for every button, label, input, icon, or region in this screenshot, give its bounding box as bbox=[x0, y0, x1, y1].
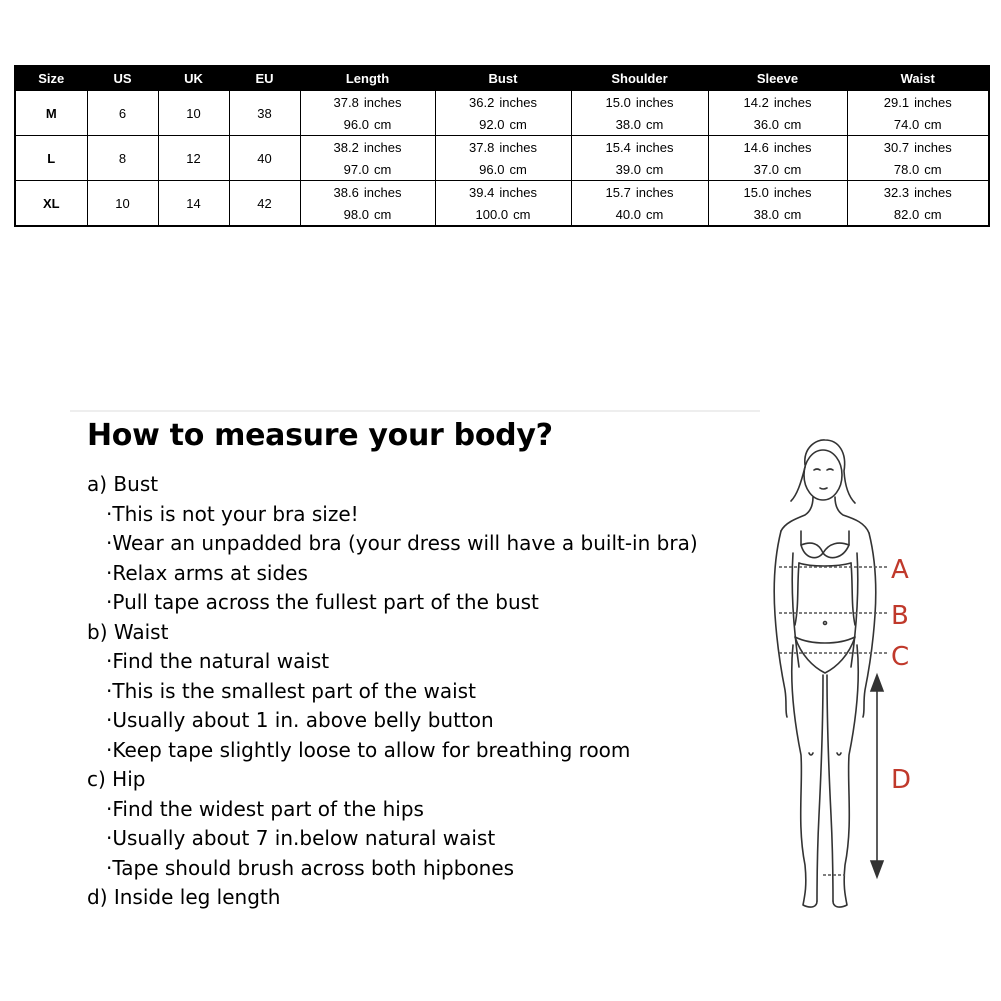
unit-cm: cm bbox=[924, 206, 942, 222]
waist-inches-cell bbox=[847, 181, 989, 204]
unit-cm: cm bbox=[783, 161, 802, 177]
measure-section-heading: d) Inside leg length bbox=[87, 885, 281, 909]
header-bust: Bust bbox=[435, 66, 571, 91]
sleeve-cm-value: 36.0 bbox=[753, 116, 779, 132]
length-cm-value: 97.0 bbox=[343, 161, 369, 177]
measure-section-heading: b) Waist bbox=[87, 619, 169, 644]
unit-cm: cm bbox=[924, 116, 942, 132]
eu-size-cell: 42 bbox=[229, 181, 300, 227]
sleeve-inches-cell bbox=[708, 181, 847, 204]
measure-tip: ·Tape should brush across both hipbones bbox=[106, 855, 515, 880]
table-row bbox=[15, 181, 989, 204]
length-inches-cell bbox=[300, 91, 435, 114]
header-waist: Waist bbox=[847, 66, 989, 91]
size-cell: L bbox=[15, 136, 87, 181]
unit-cm: cm bbox=[373, 116, 392, 132]
waist-cm-value: 82.0 bbox=[893, 206, 920, 222]
sleeve-cm-cell bbox=[708, 113, 847, 136]
waist-cm-cell bbox=[847, 158, 989, 181]
size-cell: XL bbox=[15, 181, 87, 227]
uk-size-cell: 10 bbox=[158, 91, 229, 136]
shoulder-inches-cell bbox=[571, 181, 708, 204]
measure-section-heading: c) Hip bbox=[87, 767, 146, 791]
waist-inches-value: 32.3 bbox=[883, 184, 910, 200]
header-length: Length bbox=[300, 66, 435, 91]
sleeve-inches-value: 15.0 bbox=[743, 184, 769, 200]
sleeve-inches-cell bbox=[708, 91, 847, 114]
shoulder-cm-value: 40.0 bbox=[615, 206, 641, 222]
waist-cm-cell bbox=[847, 203, 989, 226]
unit-inches: inches bbox=[499, 139, 537, 155]
waist-cm-value: 74.0 bbox=[893, 116, 920, 132]
unit-inches: inches bbox=[635, 139, 674, 155]
unit-inches: inches bbox=[499, 184, 537, 200]
header-uk: UK bbox=[158, 66, 229, 91]
unit-inches: inches bbox=[363, 184, 402, 200]
shoulder-cm-cell bbox=[571, 203, 708, 226]
waist-inches-cell bbox=[847, 136, 989, 159]
shoulder-cm-value: 38.0 bbox=[615, 116, 641, 132]
measure-tip: ·Find the widest part of the hips bbox=[106, 796, 424, 821]
size-cell: M bbox=[15, 91, 87, 136]
table-row bbox=[15, 136, 989, 159]
unit-cm: cm bbox=[645, 206, 664, 222]
unit-inches: inches bbox=[635, 94, 674, 110]
waist-inches-cell bbox=[847, 91, 989, 114]
sleeve-cm-value: 37.0 bbox=[753, 161, 779, 177]
header-shoulder: Shoulder bbox=[571, 66, 708, 91]
length-inches-cell bbox=[300, 136, 435, 159]
waist-inches-value: 29.1 bbox=[883, 94, 910, 110]
length-cm-cell bbox=[300, 203, 435, 226]
shoulder-inches-cell bbox=[571, 91, 708, 114]
waist-inches-value: 30.7 bbox=[883, 139, 910, 155]
unit-inches: inches bbox=[773, 139, 812, 155]
length-inches-cell bbox=[300, 181, 435, 204]
measure-tip: ·This is the smallest part of the waist bbox=[106, 678, 476, 703]
length-cm-value: 96.0 bbox=[343, 116, 369, 132]
size-chart-table bbox=[14, 65, 990, 227]
measure-tip: ·Keep tape slightly loose to allow for breathing room bbox=[106, 737, 631, 762]
measure-tip: ·Pull tape across the fullest part of the bust bbox=[106, 590, 539, 614]
bust-inches-cell bbox=[435, 136, 571, 159]
sleeve-inches-value: 14.6 bbox=[743, 139, 769, 155]
bust-cm-cell bbox=[435, 158, 571, 181]
length-cm-value: 98.0 bbox=[343, 206, 369, 222]
unit-cm: cm bbox=[509, 116, 527, 132]
unit-inches: inches bbox=[773, 184, 812, 200]
unit-cm: cm bbox=[645, 116, 664, 132]
bust-inches-value: 37.8 bbox=[469, 139, 495, 155]
waist-cm-cell bbox=[847, 113, 989, 136]
bust-cm-value: 96.0 bbox=[479, 161, 505, 177]
measure-tip: ·Relax arms at sides bbox=[106, 560, 308, 585]
guide-title: How to measure your body? bbox=[87, 418, 553, 453]
sleeve-inches-value: 14.2 bbox=[743, 94, 769, 110]
shoulder-cm-cell bbox=[571, 158, 708, 181]
bust-inches-cell bbox=[435, 91, 571, 114]
unit-cm: cm bbox=[924, 161, 942, 177]
uk-size-cell: 12 bbox=[158, 136, 229, 181]
unit-cm: cm bbox=[373, 161, 392, 177]
length-cm-cell bbox=[300, 158, 435, 181]
size-chart-header-row bbox=[15, 66, 989, 91]
unit-inches: inches bbox=[914, 184, 952, 200]
measure-instructions bbox=[87, 470, 698, 913]
measure-tip: ·Find the natural waist bbox=[106, 649, 330, 673]
unit-cm: cm bbox=[645, 161, 664, 177]
figure-label-c: C bbox=[891, 642, 910, 672]
eu-size-cell: 38 bbox=[229, 91, 300, 136]
header-us: US bbox=[87, 66, 158, 91]
size-chart-body bbox=[15, 91, 989, 227]
header-eu: EU bbox=[229, 66, 300, 91]
length-inches-value: 38.6 bbox=[333, 184, 359, 200]
unit-cm: cm bbox=[783, 116, 802, 132]
unit-inches: inches bbox=[635, 184, 674, 200]
body-figure-illustration bbox=[765, 435, 985, 920]
waist-cm-value: 78.0 bbox=[893, 161, 920, 177]
shoulder-inches-value: 15.7 bbox=[605, 184, 631, 200]
header-sleeve: Sleeve bbox=[708, 66, 847, 91]
divider bbox=[70, 410, 760, 412]
length-inches-value: 37.8 bbox=[333, 94, 359, 110]
unit-inches: inches bbox=[363, 94, 402, 110]
us-size-cell: 8 bbox=[87, 136, 158, 181]
unit-inches: inches bbox=[499, 94, 537, 110]
figure-label-a: A bbox=[891, 555, 909, 585]
sleeve-cm-value: 38.0 bbox=[753, 206, 779, 222]
unit-cm: cm bbox=[783, 206, 802, 222]
bust-inches-value: 39.4 bbox=[469, 184, 495, 200]
shoulder-cm-value: 39.0 bbox=[615, 161, 641, 177]
shoulder-inches-value: 15.4 bbox=[605, 139, 631, 155]
measure-tip: ·This is not your bra size! bbox=[106, 501, 359, 526]
bust-cm-value: 92.0 bbox=[479, 116, 505, 132]
length-cm-cell bbox=[300, 113, 435, 136]
sleeve-inches-cell bbox=[708, 136, 847, 159]
unit-inches: inches bbox=[773, 94, 812, 110]
measure-tip: ·Usually about 7 in.below natural waist bbox=[106, 826, 496, 850]
us-size-cell: 6 bbox=[87, 91, 158, 136]
uk-size-cell: 14 bbox=[158, 181, 229, 227]
unit-cm: cm bbox=[509, 161, 527, 177]
body-measurement-figure bbox=[765, 435, 985, 920]
unit-inches: inches bbox=[363, 139, 402, 155]
bust-inches-value: 36.2 bbox=[469, 94, 495, 110]
eu-size-cell: 40 bbox=[229, 136, 300, 181]
measure-tip: ·Wear an unpadded bra (your dress will have a built-in bra) bbox=[106, 531, 698, 555]
sleeve-cm-cell bbox=[708, 158, 847, 181]
length-inches-value: 38.2 bbox=[333, 139, 359, 155]
measure-section-heading: a) Bust bbox=[87, 472, 159, 496]
us-size-cell: 10 bbox=[87, 181, 158, 227]
unit-inches: inches bbox=[914, 139, 952, 155]
bust-cm-cell bbox=[435, 113, 571, 136]
unit-inches: inches bbox=[914, 94, 952, 110]
bust-cm-cell bbox=[435, 203, 571, 226]
shoulder-inches-value: 15.0 bbox=[605, 94, 631, 110]
header-size: Size bbox=[15, 66, 87, 91]
figure-label-b: B bbox=[891, 601, 909, 631]
shoulder-inches-cell bbox=[571, 136, 708, 159]
unit-cm: cm bbox=[513, 206, 531, 222]
measure-tip: ·Usually about 1 in. above belly button bbox=[106, 708, 494, 732]
bust-cm-value: 100.0 bbox=[475, 206, 509, 222]
table-row bbox=[15, 91, 989, 114]
shoulder-cm-cell bbox=[571, 113, 708, 136]
unit-cm: cm bbox=[373, 206, 392, 222]
bust-inches-cell bbox=[435, 181, 571, 204]
figure-label-d: D bbox=[891, 765, 912, 795]
sleeve-cm-cell bbox=[708, 203, 847, 226]
